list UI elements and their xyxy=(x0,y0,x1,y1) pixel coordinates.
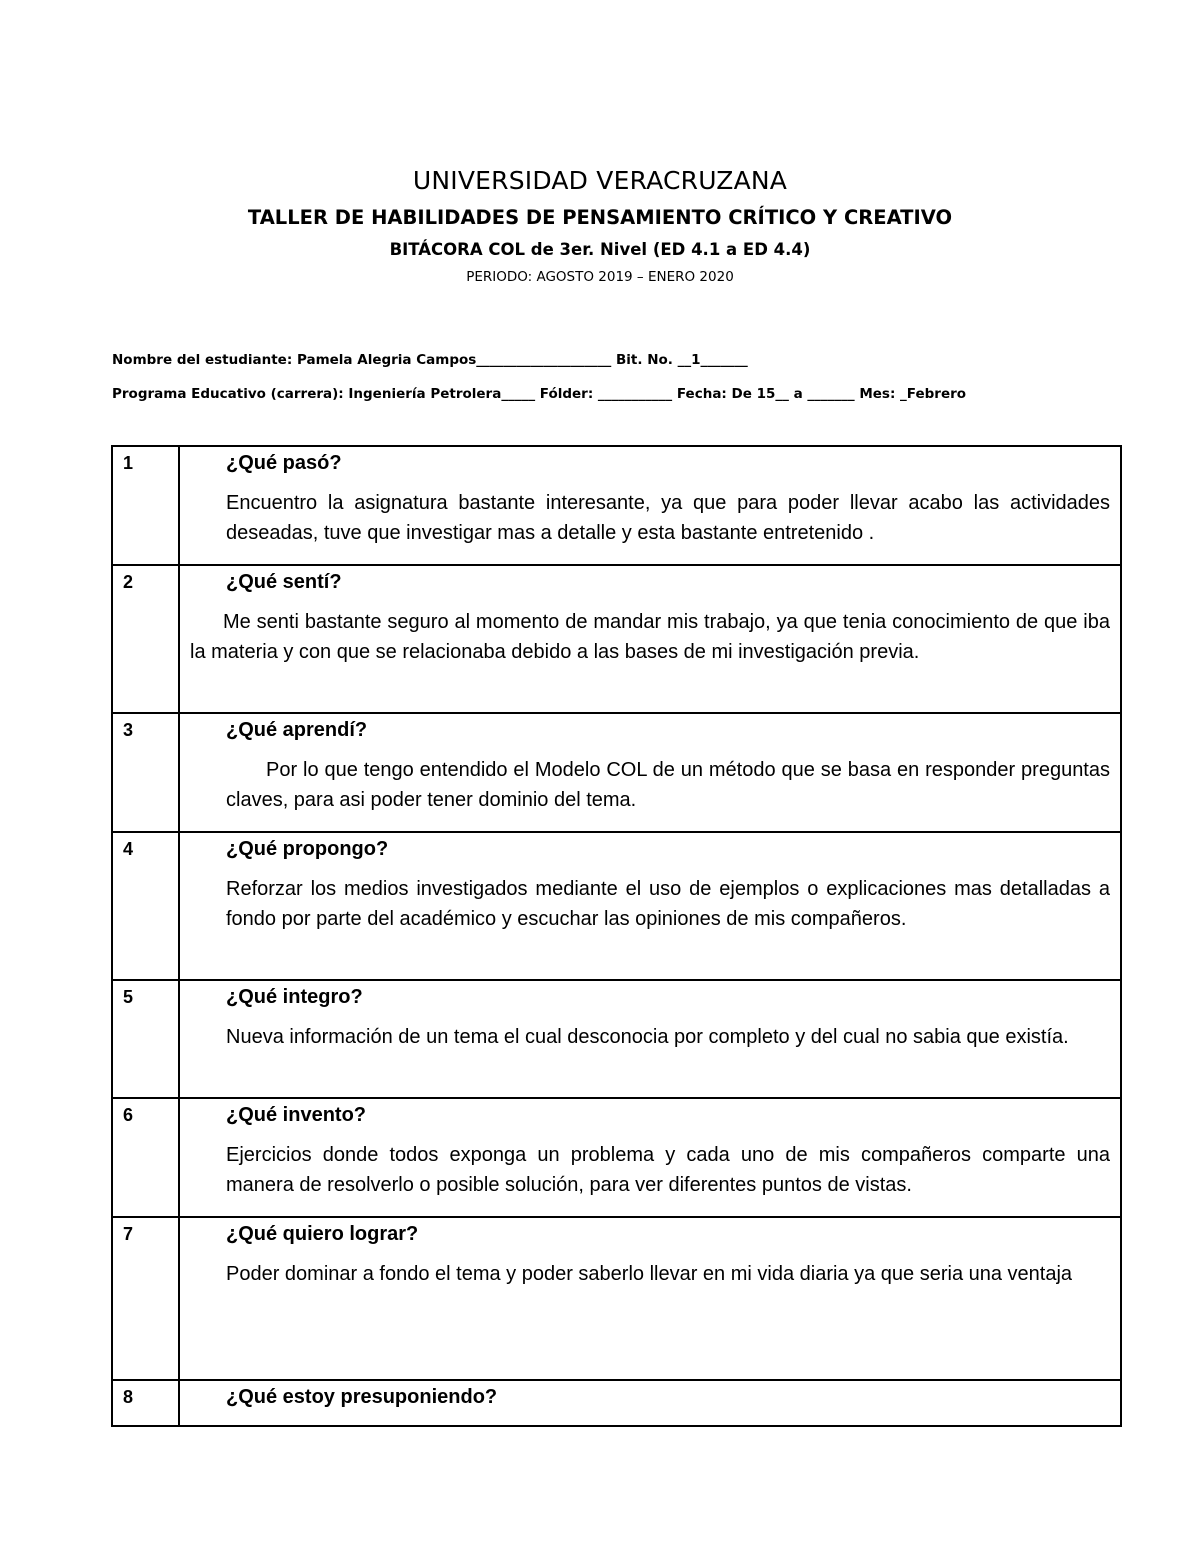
row-number: 8 xyxy=(112,1380,179,1426)
table-row xyxy=(112,1217,1121,1380)
row-number: 6 xyxy=(112,1098,179,1217)
row-content xyxy=(179,446,1121,565)
table-row xyxy=(112,565,1121,713)
university-title: UNIVERSIDAD VERACRUZANA xyxy=(412,166,788,195)
row-content xyxy=(179,565,1121,713)
row-answer: Reforzar los medios investigados mediante el uso de ejemplos o explicaciones mas detalladas a fondo por parte del académico y escuchar las opiniones de mis compañeros. xyxy=(226,878,1110,930)
table-row xyxy=(112,1380,1121,1426)
row-number: 4 xyxy=(112,832,179,980)
period-line: PERIODO: AGOSTO 2019 – ENERO 2020 xyxy=(466,269,734,285)
log-title: BITÁCORA COL de 3er. Nivel (ED 4.1 a ED 4.4) xyxy=(389,240,811,259)
row-question: ¿Qué aprendí? xyxy=(226,719,368,741)
row-content xyxy=(179,980,1121,1098)
row-answer: Ejercicios donde todos exponga un problema y cada uno de mis compañeros comparte una manera de resolverlo o posible solución, para ver diferentes puntos de vistas. xyxy=(226,1144,1110,1196)
table-row xyxy=(112,713,1121,832)
row-question: ¿Qué sentí? xyxy=(226,571,342,593)
row-number: 3 xyxy=(112,713,179,832)
row-number: 2 xyxy=(112,565,179,713)
col-questions-table xyxy=(111,445,1122,1427)
row-question: ¿Qué integro? xyxy=(226,986,363,1008)
program-field: Programa Educativo (carrera): Ingeniería Petrolera_____ Fólder: ___________ Fecha: De 15__ a _______ Mes: _Febrero xyxy=(112,386,967,402)
student-name-field: Nombre del estudiante: Pamela Alegria Campos____________________ Bit. No. __1_______ xyxy=(112,352,748,368)
row-number: 1 xyxy=(112,446,179,565)
row-content xyxy=(179,1380,1121,1426)
row-content xyxy=(179,713,1121,832)
row-content xyxy=(179,1098,1121,1217)
row-answer: Por lo que tengo entendido el Modelo COL de un método que se basa en responder preguntas claves, para asi poder tener dominio del tema. xyxy=(226,759,1110,811)
row-number: 5 xyxy=(112,980,179,1098)
row-answer: Me senti bastante seguro al momento de mandar mis trabajo, ya que tenia conocimiento de que iba la materia y con que se relacionaba debido a las bases de mi investigación previa. xyxy=(190,611,1110,663)
row-answer: Encuentro la asignatura bastante interesante, ya que para poder llevar acabo las actividades deseadas, tuve que investigar mas a detalle y esta bastante entretenido . xyxy=(226,492,1110,544)
course-title: TALLER DE HABILIDADES DE PENSAMIENTO CRÍTICO Y CREATIVO xyxy=(247,206,953,229)
row-content xyxy=(179,832,1121,980)
row-question: ¿Qué quiero lograr? xyxy=(226,1223,419,1245)
row-answer: Nueva información de un tema el cual desconocia por completo y del cual no sabia que existía. xyxy=(226,1026,1069,1048)
row-question: ¿Qué propongo? xyxy=(226,838,389,860)
row-question: ¿Qué invento? xyxy=(226,1104,366,1126)
row-question: ¿Qué pasó? xyxy=(226,452,342,474)
program-info-line xyxy=(112,386,966,402)
table-row xyxy=(112,1098,1121,1217)
student-info-line xyxy=(112,352,748,368)
table-row xyxy=(112,832,1121,980)
row-number: 7 xyxy=(112,1217,179,1380)
row-question: ¿Qué estoy presuponiendo? xyxy=(226,1386,498,1408)
row-content xyxy=(179,1217,1121,1380)
table-row xyxy=(112,446,1121,565)
row-answer: Poder dominar a fondo el tema y poder saberlo llevar en mi vida diaria ya que seria una ventaja xyxy=(226,1263,1073,1285)
table-row xyxy=(112,980,1121,1098)
